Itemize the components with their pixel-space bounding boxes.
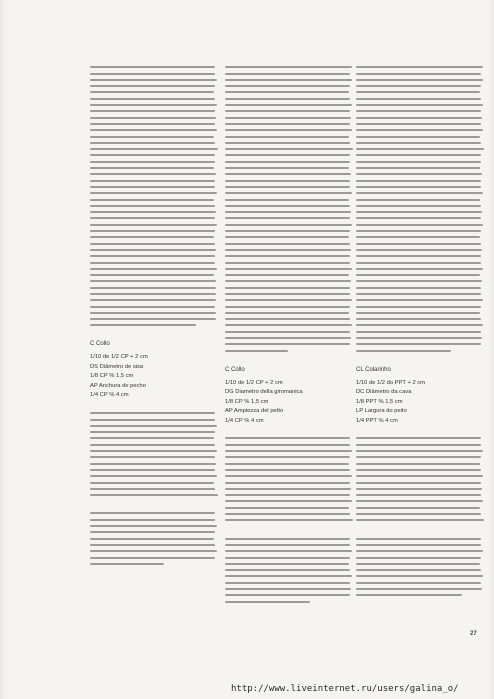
text-line bbox=[90, 475, 217, 477]
text-line bbox=[356, 488, 482, 490]
text-line bbox=[90, 98, 215, 100]
section-heading: C Collo bbox=[225, 366, 245, 373]
text-line bbox=[356, 186, 481, 188]
body-paragraph bbox=[225, 538, 353, 603]
text-line bbox=[90, 224, 217, 226]
text-line bbox=[356, 500, 483, 502]
text-line bbox=[225, 148, 353, 150]
text-line bbox=[225, 482, 350, 484]
text-line bbox=[225, 494, 350, 496]
text-line bbox=[90, 211, 216, 213]
formula-line: 1/8 CP % 1,5 cm bbox=[90, 373, 134, 380]
text-line bbox=[90, 312, 216, 314]
text-line bbox=[90, 243, 215, 245]
text-line bbox=[356, 205, 481, 207]
text-line bbox=[356, 550, 483, 552]
text-line bbox=[225, 85, 350, 87]
text-line bbox=[356, 91, 480, 93]
text-line bbox=[356, 199, 480, 201]
text-line bbox=[225, 91, 349, 93]
section-heading: C Collo bbox=[90, 341, 110, 348]
text-line bbox=[356, 154, 481, 156]
text-line bbox=[225, 450, 352, 452]
text-line bbox=[225, 569, 350, 571]
text-line bbox=[356, 136, 480, 138]
text-line bbox=[90, 456, 215, 458]
text-line bbox=[356, 249, 482, 251]
text-line bbox=[356, 274, 480, 276]
text-line bbox=[225, 274, 349, 276]
text-line bbox=[90, 318, 216, 320]
text-line bbox=[225, 519, 353, 521]
text-line bbox=[356, 230, 481, 232]
text-line bbox=[356, 173, 482, 175]
text-line bbox=[90, 299, 216, 301]
text-line bbox=[356, 456, 481, 458]
body-paragraph bbox=[225, 437, 353, 521]
text-line bbox=[356, 350, 451, 352]
text-line bbox=[225, 186, 350, 188]
text-line bbox=[225, 557, 350, 559]
measurement-formulas bbox=[225, 379, 353, 427]
text-line bbox=[225, 66, 352, 68]
text-line bbox=[225, 255, 350, 257]
text-line bbox=[90, 249, 216, 251]
text-line bbox=[225, 73, 350, 75]
formula-line: 1/8 PPT % 1,5 cm bbox=[356, 398, 403, 405]
text-line bbox=[356, 588, 482, 590]
text-line bbox=[356, 469, 481, 471]
text-line bbox=[356, 507, 480, 509]
text-line bbox=[90, 148, 218, 150]
text-line bbox=[225, 324, 352, 326]
text-line bbox=[225, 268, 352, 270]
text-line bbox=[356, 180, 481, 182]
text-line bbox=[90, 525, 217, 527]
text-line bbox=[90, 469, 215, 471]
text-line bbox=[90, 79, 217, 81]
formula-line: 1/4 CP % 4 cm bbox=[225, 417, 264, 424]
body-paragraph bbox=[225, 66, 353, 351]
text-line bbox=[225, 262, 350, 264]
text-line bbox=[90, 255, 215, 257]
body-paragraph bbox=[356, 437, 484, 521]
text-line bbox=[225, 312, 349, 314]
text-line bbox=[356, 450, 483, 452]
text-line bbox=[225, 588, 351, 590]
text-line bbox=[90, 123, 215, 125]
text-line bbox=[225, 180, 350, 182]
text-line bbox=[356, 519, 484, 521]
text-column-2 bbox=[225, 62, 353, 615]
text-line bbox=[356, 494, 481, 496]
text-line bbox=[356, 331, 481, 333]
text-line bbox=[225, 167, 349, 169]
text-line bbox=[225, 249, 351, 251]
body-paragraph bbox=[356, 66, 484, 351]
body-paragraph bbox=[90, 512, 218, 564]
text-line bbox=[90, 425, 217, 427]
text-line bbox=[90, 217, 215, 219]
text-line bbox=[90, 136, 214, 138]
text-line bbox=[90, 161, 215, 163]
body-paragraph bbox=[90, 412, 218, 496]
text-line bbox=[225, 123, 350, 125]
text-line bbox=[90, 544, 215, 546]
formula-line: DS Diâmetro de sisa bbox=[90, 363, 144, 370]
text-line bbox=[225, 173, 351, 175]
text-line bbox=[225, 104, 352, 106]
text-line bbox=[90, 324, 196, 326]
text-line bbox=[356, 444, 481, 446]
text-line bbox=[225, 287, 350, 289]
text-line bbox=[90, 104, 217, 106]
text-column-3 bbox=[356, 62, 484, 608]
text-line bbox=[356, 192, 483, 194]
text-line bbox=[225, 98, 350, 100]
text-line bbox=[356, 167, 480, 169]
text-line bbox=[356, 544, 481, 546]
text-line bbox=[90, 192, 217, 194]
text-line bbox=[356, 482, 481, 484]
page-number: 27 bbox=[470, 631, 477, 637]
text-line bbox=[225, 544, 350, 546]
formula-line: 1/10 de 1/2 CP + 2 cm bbox=[225, 379, 283, 386]
text-line bbox=[225, 331, 350, 333]
text-line bbox=[90, 531, 215, 533]
text-line bbox=[356, 148, 484, 150]
text-line bbox=[90, 66, 215, 68]
text-line bbox=[356, 129, 483, 131]
text-line bbox=[356, 582, 481, 584]
text-line bbox=[356, 594, 462, 596]
text-line bbox=[225, 337, 351, 339]
text-line bbox=[225, 154, 350, 156]
text-line bbox=[225, 538, 350, 540]
text-line bbox=[90, 85, 215, 87]
text-line bbox=[90, 154, 215, 156]
text-line bbox=[225, 550, 352, 552]
text-line bbox=[225, 475, 352, 477]
section-heading: CL Colarinho bbox=[356, 366, 391, 373]
text-line bbox=[356, 306, 481, 308]
measurement-formulas bbox=[356, 379, 484, 427]
text-line bbox=[90, 230, 215, 232]
text-line bbox=[356, 236, 480, 238]
text-line bbox=[225, 199, 349, 201]
formula-line: DC Diâmetro da cava bbox=[356, 389, 412, 396]
text-line bbox=[225, 205, 350, 207]
text-line bbox=[225, 217, 350, 219]
text-line bbox=[90, 110, 215, 112]
formula-line: 1/10 de 1/2 do PPT + 2 cm bbox=[356, 379, 426, 386]
text-line bbox=[356, 262, 481, 264]
text-line bbox=[90, 463, 216, 465]
text-line bbox=[356, 337, 482, 339]
formula-line: LP Largura do peito bbox=[356, 408, 407, 415]
text-line bbox=[90, 444, 215, 446]
text-line bbox=[90, 538, 214, 540]
text-line bbox=[225, 224, 352, 226]
text-line bbox=[356, 73, 481, 75]
text-line bbox=[225, 444, 350, 446]
text-line bbox=[225, 161, 350, 163]
text-line bbox=[356, 104, 483, 106]
text-line bbox=[225, 437, 350, 439]
formula-line: 1/4 CP % 4 cm bbox=[90, 392, 129, 399]
text-line bbox=[356, 575, 483, 577]
text-line bbox=[225, 350, 288, 352]
text-line bbox=[356, 211, 482, 213]
text-line bbox=[225, 236, 349, 238]
text-line bbox=[225, 211, 351, 213]
formula-line: DG Diametro della giromanica bbox=[225, 389, 303, 396]
text-line bbox=[90, 167, 214, 169]
text-line bbox=[356, 243, 481, 245]
text-line bbox=[90, 482, 214, 484]
text-line bbox=[90, 117, 216, 119]
text-line bbox=[225, 343, 350, 345]
text-line bbox=[90, 280, 216, 282]
text-line bbox=[356, 85, 481, 87]
text-line bbox=[356, 79, 483, 81]
text-line bbox=[356, 557, 481, 559]
text-line bbox=[356, 569, 481, 571]
text-line bbox=[225, 456, 350, 458]
formula-line: 1/10 de 1/2 CP + 2 cm bbox=[90, 354, 148, 361]
text-line bbox=[225, 594, 350, 596]
text-line bbox=[90, 262, 215, 264]
text-line bbox=[225, 129, 352, 131]
text-line bbox=[225, 318, 350, 320]
text-line bbox=[90, 306, 215, 308]
text-line bbox=[225, 243, 350, 245]
text-line bbox=[356, 224, 483, 226]
text-line bbox=[356, 110, 481, 112]
text-line bbox=[90, 274, 214, 276]
formula-line: AP Ampiezza del petto bbox=[225, 408, 284, 415]
formula-line: 1/4 PPT % 4 cm bbox=[356, 417, 398, 424]
source-url-watermark: http://www.liveinternet.ru/users/galina_o/ bbox=[231, 684, 459, 694]
text-line bbox=[356, 280, 482, 282]
text-line bbox=[356, 563, 480, 565]
text-line bbox=[90, 488, 215, 490]
text-line bbox=[356, 343, 481, 345]
text-line bbox=[225, 280, 351, 282]
text-line bbox=[90, 91, 214, 93]
text-line bbox=[356, 299, 483, 301]
text-line bbox=[356, 123, 481, 125]
text-line bbox=[90, 563, 164, 565]
text-line bbox=[225, 507, 349, 509]
text-line bbox=[356, 98, 481, 100]
text-line bbox=[90, 512, 215, 514]
text-line bbox=[90, 412, 215, 414]
text-line bbox=[356, 318, 481, 320]
text-line bbox=[356, 437, 481, 439]
text-line bbox=[90, 180, 215, 182]
text-line bbox=[90, 431, 215, 433]
text-line bbox=[356, 268, 483, 270]
measurement-formulas bbox=[90, 353, 218, 401]
text-line bbox=[356, 255, 481, 257]
text-line bbox=[225, 488, 351, 490]
text-line bbox=[225, 192, 352, 194]
text-line bbox=[90, 173, 216, 175]
text-line bbox=[90, 268, 217, 270]
text-line bbox=[225, 293, 350, 295]
text-line bbox=[356, 475, 483, 477]
text-line bbox=[90, 73, 215, 75]
text-line bbox=[90, 557, 215, 559]
text-line bbox=[90, 205, 215, 207]
text-line bbox=[356, 312, 480, 314]
text-line bbox=[90, 437, 214, 439]
text-line bbox=[90, 199, 214, 201]
text-line bbox=[90, 186, 215, 188]
text-line bbox=[225, 469, 350, 471]
text-line bbox=[90, 142, 215, 144]
formula-line: 1/8 CP % 1,5 cm bbox=[225, 398, 269, 405]
text-line bbox=[356, 463, 480, 465]
text-line bbox=[356, 293, 481, 295]
text-line bbox=[225, 299, 352, 301]
text-line bbox=[225, 463, 349, 465]
text-line bbox=[90, 419, 215, 421]
text-line bbox=[225, 513, 350, 515]
formula-line: AP Anchura de pecho bbox=[90, 382, 146, 389]
body-paragraph bbox=[356, 538, 484, 597]
text-line bbox=[356, 66, 483, 68]
text-line bbox=[90, 293, 216, 295]
text-line bbox=[225, 110, 350, 112]
text-line bbox=[356, 287, 481, 289]
text-line bbox=[225, 230, 350, 232]
text-line bbox=[225, 500, 352, 502]
text-line bbox=[225, 117, 351, 119]
text-line bbox=[90, 550, 217, 552]
text-line bbox=[225, 563, 349, 565]
text-line bbox=[356, 117, 482, 119]
text-line bbox=[356, 161, 481, 163]
text-line bbox=[356, 324, 483, 326]
text-line bbox=[356, 142, 481, 144]
text-line bbox=[90, 287, 216, 289]
text-line bbox=[225, 582, 350, 584]
text-line bbox=[90, 129, 217, 131]
text-line bbox=[356, 513, 481, 515]
text-line bbox=[225, 575, 352, 577]
text-line bbox=[225, 601, 310, 603]
text-line bbox=[90, 450, 217, 452]
text-line bbox=[356, 217, 481, 219]
text-line bbox=[90, 519, 215, 521]
text-line bbox=[90, 236, 214, 238]
text-line bbox=[90, 494, 218, 496]
text-column-1 bbox=[90, 62, 218, 577]
text-line bbox=[225, 79, 352, 81]
text-line bbox=[356, 538, 481, 540]
text-line bbox=[225, 142, 350, 144]
text-line bbox=[225, 306, 350, 308]
text-line bbox=[225, 136, 349, 138]
body-paragraph bbox=[90, 66, 218, 326]
